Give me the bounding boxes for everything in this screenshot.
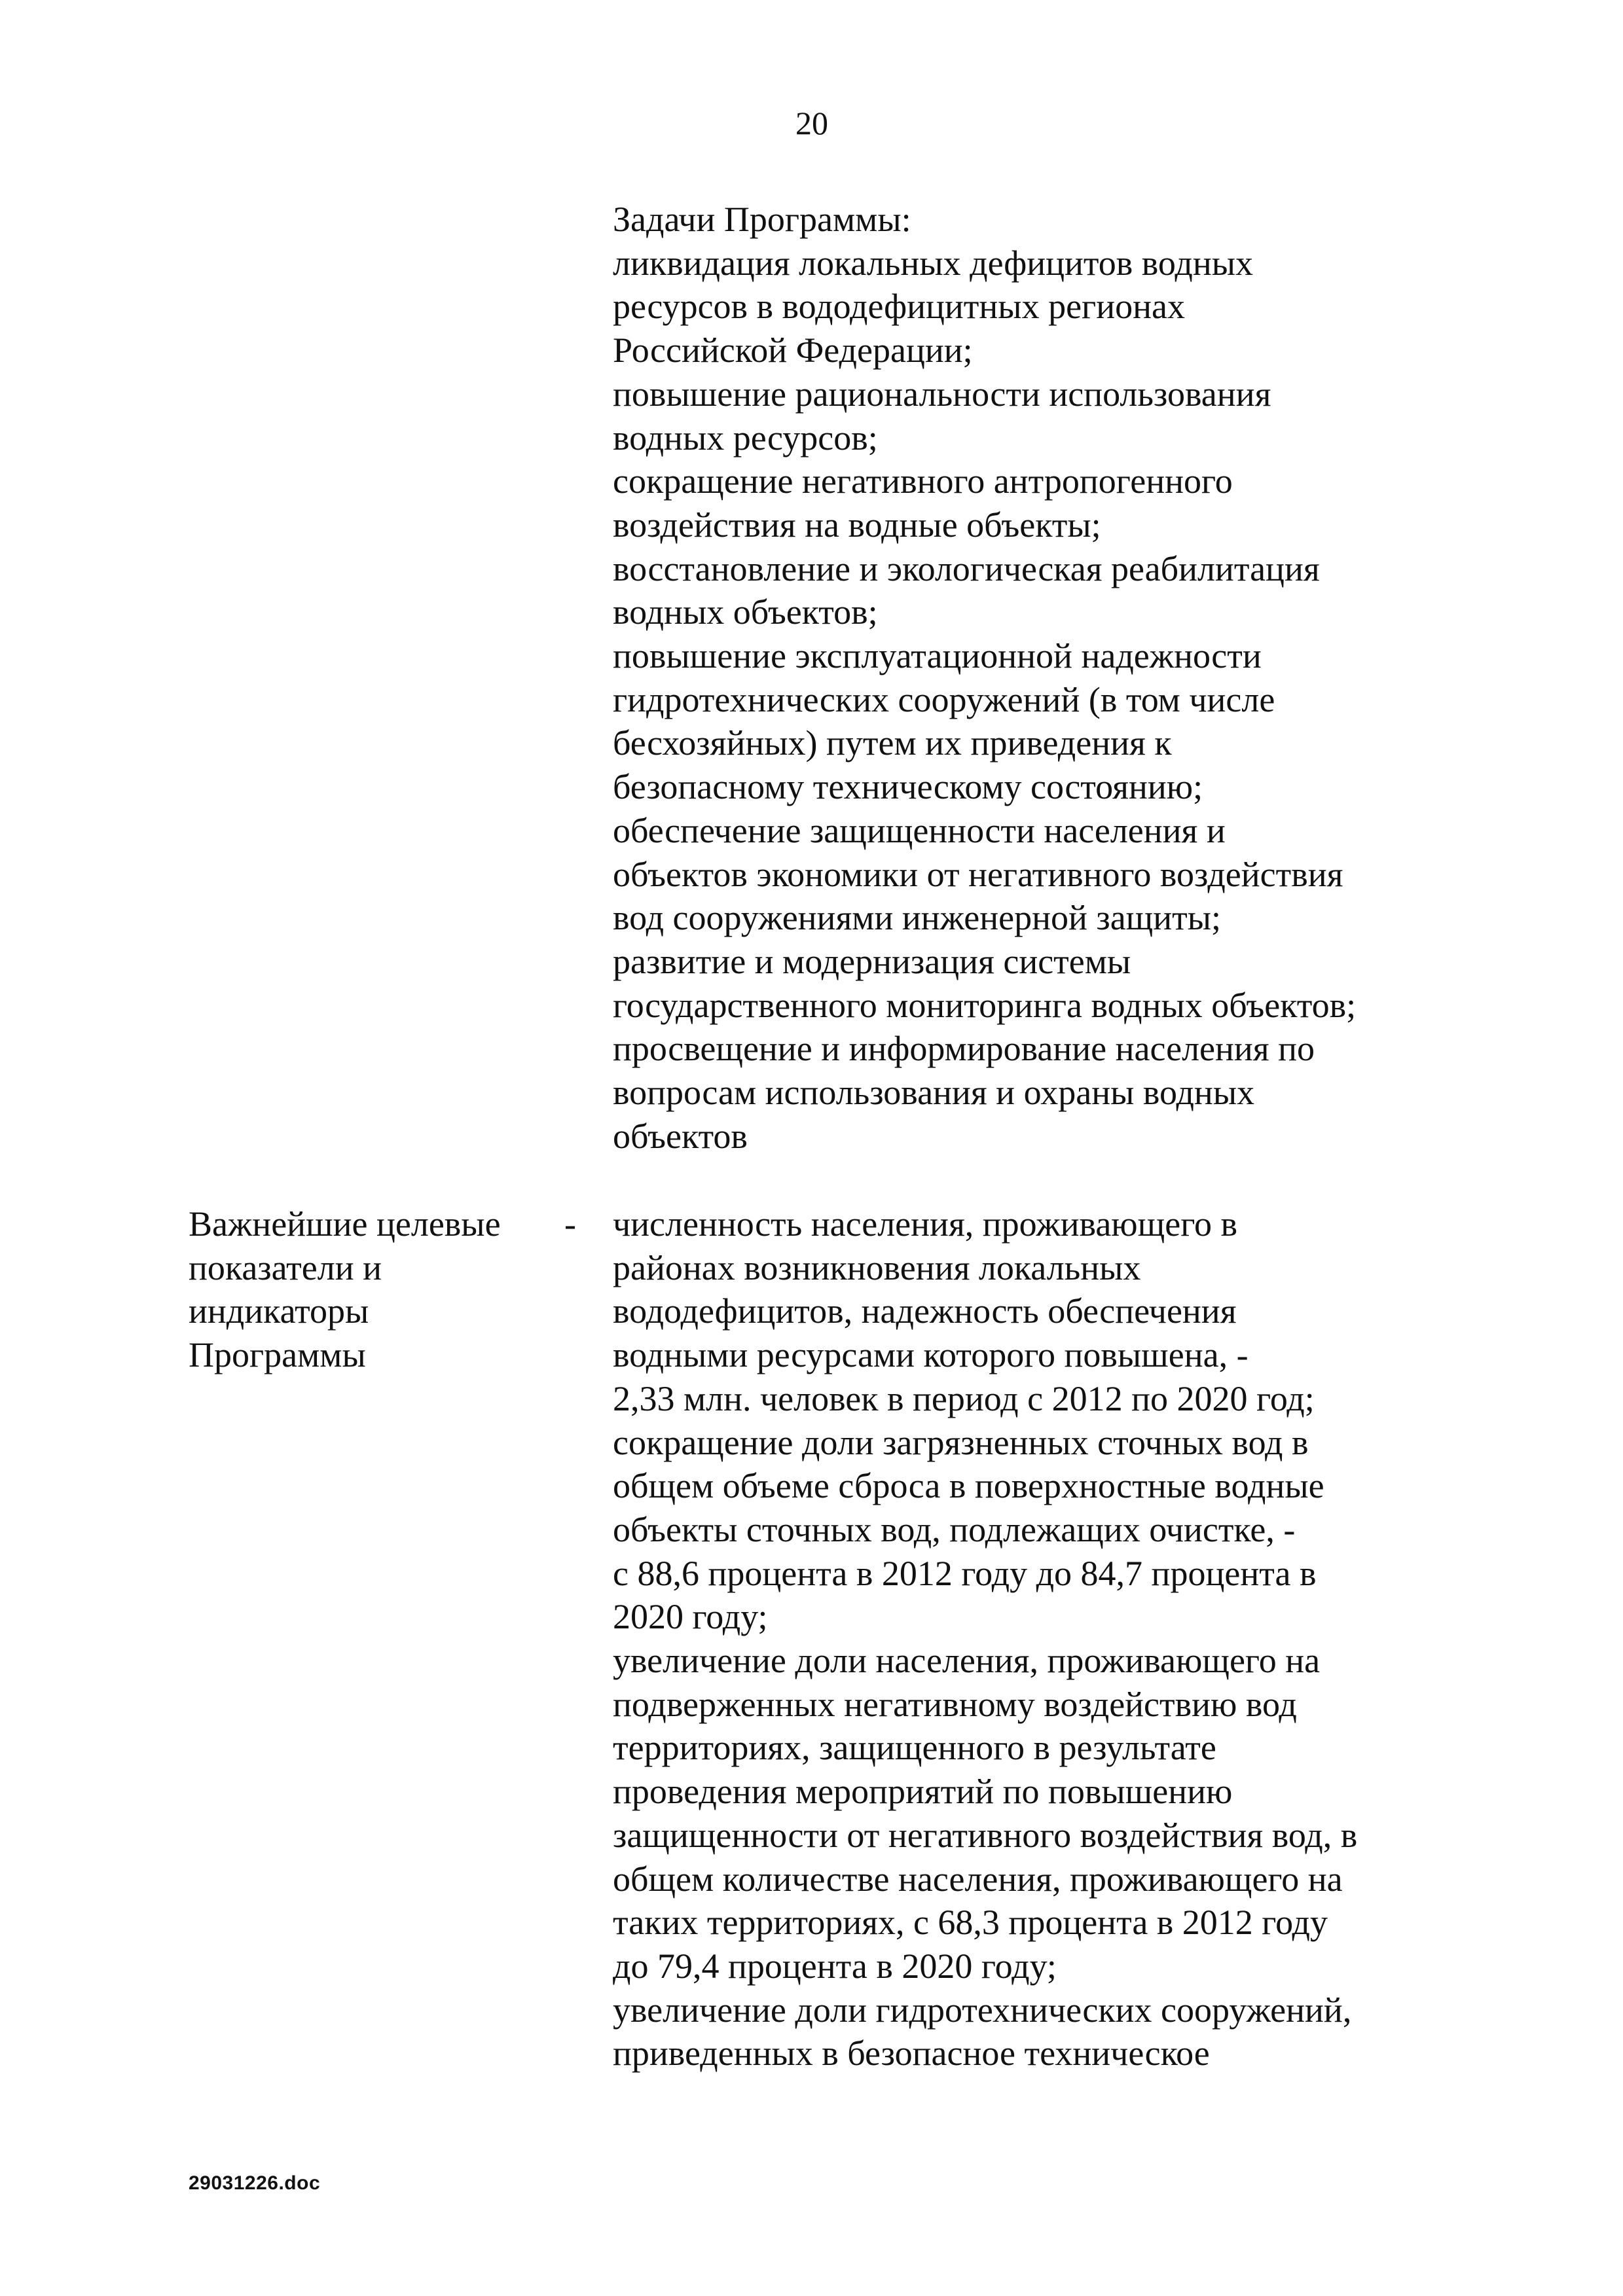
indicators-line: 2,33 млн. человек в период с 2012 по 2020 год; [613, 1378, 1315, 1418]
page-number: 20 [795, 105, 828, 141]
tasks-line: объектов [613, 1116, 748, 1156]
tasks-line: бесхозяйных) путем их приведения к [613, 723, 1172, 763]
tasks-line: развитие и модернизация системы [613, 941, 1131, 981]
tasks-line: повышение эксплуатационной надежности [613, 636, 1262, 676]
indicators-line: сокращение доли загрязненных сточных вод в [613, 1422, 1309, 1462]
tasks-line: государственного мониторинга водных объектов; [613, 985, 1357, 1025]
indicators-line: общем объеме сброса в поверхностные водные [613, 1466, 1324, 1506]
indicators-label-line: индикаторы [189, 1291, 369, 1331]
tasks-line: водных ресурсов; [613, 418, 878, 457]
tasks-line: объектов экономики от негативного воздействия [613, 854, 1343, 894]
tasks-line: безопасному техническому состоянию; [613, 767, 1203, 807]
indicators-label-line: Программы [189, 1335, 366, 1375]
indicators-line: приведенных в безопасное техническое [613, 2034, 1210, 2073]
indicators-line: защищенности от негативного воздействия вод, в [613, 1815, 1358, 1855]
tasks-line: восстановление и экологическая реабилитация [613, 548, 1320, 588]
indicators-line: увеличение доли населения, проживающего на [613, 1641, 1321, 1681]
tasks-line: водных объектов; [613, 592, 878, 632]
tasks-line: обеспечение защищенности населения и [613, 810, 1226, 850]
tasks-line: ресурсов в вододефицитных регионах [613, 287, 1185, 327]
tasks-line: просвещение и информирование населения по [613, 1029, 1315, 1069]
indicators-line: территориях, защищенного в результате [613, 1728, 1216, 1768]
indicators-line: увеличение доли гидротехнических сооружений, [613, 1990, 1352, 2030]
indicators-line: с 88,6 процента в 2012 году до 84,7 процента в [613, 1553, 1317, 1593]
indicators-label [189, 1202, 555, 1377]
indicators-line: до 79,4 процента в 2020 году; [613, 1946, 1057, 1986]
indicators-line: 2020 году; [613, 1597, 768, 1637]
indicators-dash: - [564, 1204, 576, 1244]
program-tasks-block [613, 198, 1477, 1158]
indicators-line: численность населения, проживающего в [613, 1204, 1237, 1244]
tasks-line: вопросам использования и охраны водных [613, 1073, 1255, 1113]
tasks-line: повышение рациональности использования [613, 374, 1271, 414]
tasks-line: ликвидация локальных дефицитов водных [613, 243, 1254, 283]
tasks-line: гидротехнических сооружений (в том числе [613, 679, 1275, 719]
tasks-heading: Задачи Программы: [613, 200, 911, 239]
tasks-line: воздействия на водные объекты; [613, 505, 1101, 545]
tasks-line: сокращение негативного антропогенного [613, 461, 1233, 501]
tasks-line: вод сооружениями инженерной защиты; [613, 898, 1222, 938]
indicators-line: водными ресурсами которого повышена, - [613, 1335, 1249, 1375]
indicators-line: проведения мероприятий по повышению [613, 1772, 1233, 1812]
indicators-line: объекты сточных вод, подлежащих очистке, - [613, 1509, 1296, 1549]
indicators-line: общем количестве населения, проживающего на [613, 1859, 1343, 1899]
indicators-line: подверженных негативному воздействию вод [613, 1684, 1297, 1724]
indicators-line: таких территориях, с 68,3 процента в 2012 году [613, 1903, 1328, 1943]
indicators-line: вододефицитов, надежность обеспечения [613, 1291, 1237, 1331]
indicators-label-line: показатели и [189, 1247, 382, 1287]
indicators-label-line: Важнейшие целевые [189, 1204, 501, 1244]
indicators-block [613, 1202, 1477, 2075]
indicators-line: районах возникновения локальных [613, 1247, 1141, 1287]
footer-document-name: 29031226.doc [189, 2172, 321, 2194]
tasks-line: Российской Федерации; [613, 331, 973, 370]
